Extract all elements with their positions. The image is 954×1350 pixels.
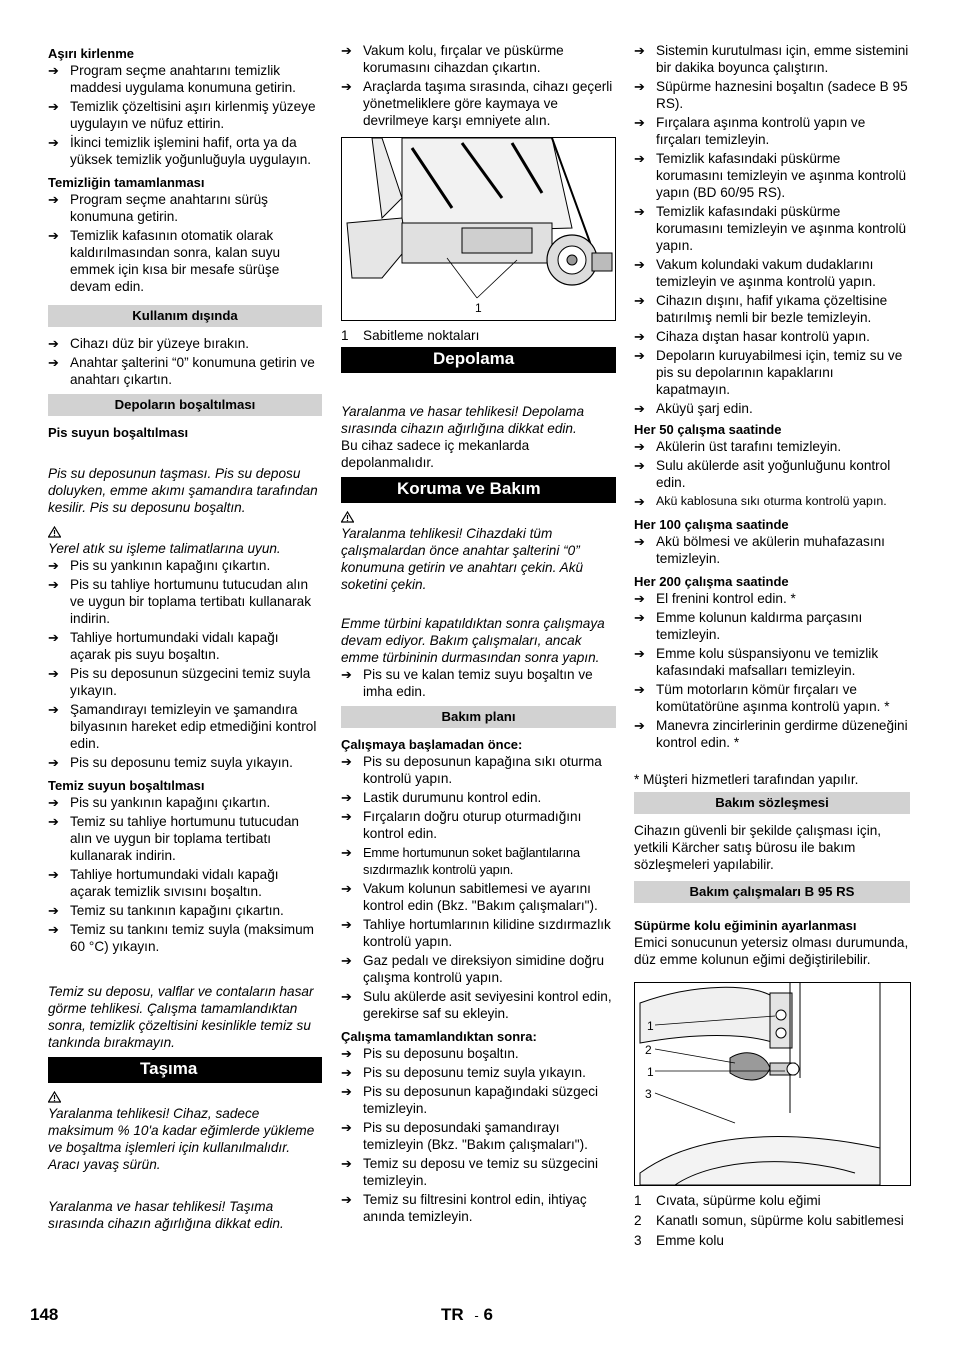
list-item: ➔ Emme kolunun kaldırma parçasını temizleyin.	[634, 610, 863, 642]
column-left	[48, 42, 322, 1232]
list-item: ➔ İkinci temizlik işlemini hafif, orta ya da yüksek temizlik yoğunluğuyla uygulayın.	[48, 135, 312, 167]
arrow-icon: ➔	[341, 1192, 352, 1207]
list-koruma	[341, 666, 616, 700]
list-item: ➔ Pis su deposundaki şamandırayı temizleyin (Bkz. "Bakım çalışmaları").	[341, 1120, 588, 1152]
list-item: ➔ Temiz su tahliye hortumunu tutucudan alın ve uygun bir toplama tertibatı kullanarak indirin.	[48, 814, 299, 863]
list-item: ➔ Pis su yankının kapağını çıkartın.	[48, 795, 271, 810]
list-item: ➔ Temizlik kafasındaki püskürme korumasını temizleyin ve aşınma kontrolü yapın (BD 60/95 RS).	[634, 151, 907, 200]
arrow-icon: ➔	[48, 558, 59, 573]
figure-caption	[634, 1212, 910, 1229]
bar-depolar: Depoların boşaltılması	[48, 394, 322, 416]
section-title-h50: Her 50 çalışma saatinde	[634, 422, 782, 437]
list-item: ➔ El frenini kontrol edin. *	[634, 591, 796, 606]
section-title-tamam: Temizliğin tamamlanması	[48, 175, 205, 190]
arrow-icon: ➔	[48, 867, 59, 882]
list-item: ➔ Temiz su filtresini kontrol edin, ihtiyaç anında temizleyin.	[341, 1192, 587, 1224]
list-item: ➔ Sistemin kurutulması için, emme sistemini bir dakika boyunca çalıştırın.	[634, 43, 909, 75]
lang-page: 6	[483, 1305, 493, 1324]
list-item: ➔ Pis su deposunu temiz suyla yıkayın.	[48, 755, 293, 770]
list-asiri	[48, 62, 322, 168]
list-item: ➔ Pis su tahliye hortumunu tutucudan alın ve uygun bir toplama tertibatı kullanarak indirin.	[48, 577, 312, 626]
arrow-icon: ➔	[48, 135, 59, 150]
warn-pis: Yerel atık su işleme talimatlarına uyun.	[48, 541, 281, 556]
arrow-icon: ➔	[634, 494, 645, 509]
arrow-icon: ➔	[341, 754, 352, 769]
section-title-h100: Her 100 çalışma saatinde	[634, 517, 789, 532]
caption-number: 1	[341, 328, 349, 343]
arrow-icon: ➔	[341, 917, 352, 932]
list-item: ➔ Depoların kuruyabilmesi için, temiz su ve pis su depolarının kapaklarını kapatmayın.	[634, 348, 903, 397]
arrow-icon: ➔	[48, 336, 59, 351]
warning-icon	[48, 526, 61, 538]
list-h50	[634, 438, 910, 510]
figure-fastening-points	[341, 137, 616, 321]
column-right	[634, 42, 910, 1252]
list-item: ➔ Pis su yankının kapağını çıkartın.	[48, 558, 271, 573]
figure-label: 1	[647, 1065, 654, 1079]
list-item: ➔ Akülerin üst tarafını temizleyin.	[634, 439, 842, 454]
arrow-icon: ➔	[48, 666, 59, 681]
arrow-icon: ➔	[341, 953, 352, 968]
figure-label: 2	[645, 1043, 652, 1057]
list-pis	[48, 557, 322, 771]
list-item: ➔ Akü kablosuna sıkı oturma kontrolü yapın.	[634, 494, 887, 509]
bar-tasima: Taşıma	[48, 1057, 322, 1083]
arrow-icon: ➔	[634, 151, 645, 166]
arrow-icon: ➔	[48, 99, 59, 114]
warning-icon	[48, 1091, 61, 1103]
list-sonra	[341, 1045, 616, 1225]
arrow-icon: ➔	[48, 814, 59, 829]
column-middle	[341, 42, 616, 1227]
arrow-icon: ➔	[634, 682, 645, 697]
arrow-icon: ➔	[48, 922, 59, 937]
bar-calismalar: Bakım çalışmaları B 95 RS	[634, 881, 910, 903]
list-kullanim	[48, 335, 322, 388]
arrow-icon: ➔	[48, 702, 59, 717]
list-tamam	[48, 191, 322, 295]
list-item: ➔ Pis su ve kalan temiz suyu boşaltın ve imha edin.	[341, 667, 593, 699]
list-item: ➔ Vakum kolunun sabitlemesi ve ayarını kontrol edin (Bkz. "Bakım çalışmaları").	[341, 881, 598, 913]
arrow-icon: ➔	[634, 591, 645, 606]
text-egim: Emici sonucunun yetersiz olması durumunda, düz emme kolunun eğimi değiştirilebilir.	[634, 935, 909, 967]
caption-number: 1	[634, 1193, 642, 1208]
note-pis: Pis su deposunun taşması. Pis su deposu doluyken, emme akımı şamandıra tarafından kesilir. Pis su deposunu boşaltın.	[48, 466, 318, 515]
figure-caption	[341, 327, 616, 344]
arrow-icon: ➔	[341, 79, 352, 94]
list-item: ➔ Pis su deposunun kapağındaki süzgeci temizleyin.	[341, 1084, 599, 1116]
section-title-once: Çalışmaya başlamadan önce:	[341, 737, 523, 752]
arrow-icon: ➔	[634, 43, 645, 58]
note-tasima: Yaralanma ve hasar tehlikesi! Taşıma sırasında cihazın ağırlığına dikkat edin.	[48, 1199, 284, 1231]
list-item: ➔ Fırçalara aşınma kontrolü yapın ve fırçaları temizleyin.	[634, 115, 866, 147]
arrow-icon: ➔	[48, 63, 59, 78]
section-title-h200: Her 200 çalışma saatinde	[634, 574, 789, 589]
arrow-icon: ➔	[48, 755, 59, 770]
list-item: ➔ Cihaza dıştan hasar kontrolü yapın.	[634, 329, 870, 344]
warn-koruma: Yaralanma tehlikesi! Cihazdaki tüm çalışmalardan önce anahtar şalterini “0” konumuna getirin ve anahtarı çekin. Akü soketini çekin.	[341, 526, 584, 592]
warn-tasima: Yaralanma tehlikesi! Cihaz, sadece maksimum % 10'a kadar eğimlerde yükleme ve boşaltma işlemleri için kullanılmalıdır. Aracı yavaş sürün.	[48, 1106, 315, 1172]
arrow-icon: ➔	[634, 79, 645, 94]
arrow-icon: ➔	[634, 348, 645, 363]
caption-text: Emme kolu	[656, 1233, 724, 1248]
arrow-icon: ➔	[634, 257, 645, 272]
list-item: ➔ Emme kolu süspansiyonu ve temizlik kafasındaki mafsalları temizleyin.	[634, 646, 879, 678]
list-item: ➔ Emme hortumunun soket bağlantılarına sızdırmazlık kontrolü yapın.	[341, 845, 580, 877]
list-item: ➔ Şamandırayı temizleyin ve şamandıra bilyasının hareket edip etmediğini kontrol edin.	[48, 702, 317, 751]
arrow-icon: ➔	[48, 903, 59, 918]
list-item: ➔ Temiz su tankını temiz suyla (maksimum 60 °C) yıkayın.	[48, 922, 314, 954]
list-item: ➔ Sulu akülerde asit seviyesini kontrol edin, gerekirse saf su ekleyin.	[341, 989, 612, 1021]
list-item: ➔ Sulu akülerde asit yoğunluğunu kontrol edin.	[634, 458, 891, 490]
figure-squeegee-tilt	[634, 982, 911, 1186]
section-title-temiz: Temiz suyun boşaltılması	[48, 778, 205, 793]
list-temiz	[48, 794, 322, 955]
arrow-icon: ➔	[341, 1046, 352, 1061]
list-tasima-cont	[341, 42, 616, 129]
arrow-icon: ➔	[634, 401, 645, 416]
list-item: ➔ Tahliye hortumundaki vidalı kapağı açarak pis suyu boşaltın.	[48, 630, 279, 662]
list-item: ➔ Program seçme anahtarını sürüş konumuna getirin.	[48, 192, 268, 224]
list-item: ➔ Süpürme haznesini boşaltın (sadece B 95 RS).	[634, 79, 908, 111]
list-item: ➔ Temiz su deposu ve temiz su süzgecini temizleyin.	[341, 1156, 598, 1188]
list-item: ➔ Pis su deposunun süzgecini temiz suyla yıkayın.	[48, 666, 311, 698]
arrow-icon: ➔	[634, 718, 645, 733]
list-item: ➔ Vakum kolundaki vakum dudaklarını temizleyin ve aşınma kontrolü yapın.	[634, 257, 876, 289]
section-title-asiri: Aşırı kirlenme	[48, 46, 134, 61]
footer-lang	[441, 1306, 493, 1324]
caption-number: 2	[634, 1213, 642, 1228]
list-item: ➔ Akü bölmesi ve akülerin muhafazasını temizleyin.	[634, 534, 885, 566]
list-item: ➔ Vakum kolu, fırçalar ve püskürme korumasını cihazdan çıkartın.	[341, 43, 564, 75]
list-item: ➔ Tüm motorların kömür fırçaları ve komütatörüne aşınma kontrolü yapın. *	[634, 682, 890, 714]
arrow-icon: ➔	[634, 458, 645, 473]
list-h200	[634, 590, 910, 751]
arrow-icon: ➔	[634, 329, 645, 344]
list-item: ➔ Temizlik kafasının otomatik olarak kaldırılmasından sonra, kalan suyu emmek için kısa bir mesafe sürüşe devam edin.	[48, 228, 281, 294]
figure-caption	[634, 1192, 910, 1209]
arrow-icon: ➔	[634, 293, 645, 308]
page-number: 148	[30, 1305, 59, 1324]
bar-koruma: Koruma ve Bakım	[341, 477, 616, 503]
list-item: ➔ Manevra zincirlerinin gerdirme düzeneğini kontrol edin. *	[634, 718, 908, 750]
caption-number: 3	[634, 1233, 642, 1248]
arrow-icon: ➔	[48, 795, 59, 810]
list-item: ➔ Tahliye hortumundaki vidalı kapağı açarak temizlik sıvısını boşaltın.	[48, 867, 279, 899]
list-item: ➔ Cihazın dışını, hafif yıkama çözeltisine batırılmış nemli bir bezle temizleyin.	[634, 293, 888, 325]
arrow-icon: ➔	[48, 192, 59, 207]
arrow-icon: ➔	[634, 534, 645, 549]
list-sonra-cont	[634, 42, 910, 417]
arrow-icon: ➔	[341, 989, 352, 1004]
arrow-icon: ➔	[634, 610, 645, 625]
machine-side-illustration	[342, 138, 615, 320]
arrow-icon: ➔	[341, 43, 352, 58]
list-once	[341, 753, 616, 1022]
note-temiz: Temiz su deposu, valflar ve contaların hasar görme tehlikesi. Çalışma tamamlandıktan sonra, temizlik çözeltisini kesinlikle temiz su tankında bırakmayın.	[48, 984, 314, 1050]
list-item: ➔ Araçlarda taşıma sırasında, cihazı geçerli yönetmeliklere göre kaymaya ve devrilmeye karşı emniyete alın.	[341, 79, 613, 128]
list-item: ➔ Anahtar şalterini “0” konumuna getirin ve anahtarı çıkartın.	[48, 355, 315, 387]
arrow-icon: ➔	[341, 1120, 352, 1135]
list-item: ➔ Tahliye hortumlarının kilidine sızdırmazlık kontrolü yapın.	[341, 917, 611, 949]
caption-text: Sabitleme noktaları	[363, 328, 480, 343]
note-koruma: Emme türbini kapatıldıktan sonra çalışmaya devam ediyor. Bakım çalışmaları, ancak emme türbininin durmasından sonra yapın.	[341, 616, 605, 665]
arrow-icon: ➔	[341, 667, 352, 682]
warning-icon	[341, 511, 354, 523]
list-item: ➔ Program seçme anahtarını temizlik maddesi uygulama konumuna getirin.	[48, 63, 296, 95]
arrow-icon: ➔	[634, 439, 645, 454]
arrow-icon: ➔	[341, 845, 352, 860]
arrow-icon: ➔	[48, 630, 59, 645]
arrow-icon: ➔	[341, 881, 352, 896]
lang-separator: -	[474, 1308, 479, 1323]
list-item: ➔ Lastik durumunu kontrol edin.	[341, 790, 542, 805]
section-title-sonra: Çalışma tamamlandıktan sonra:	[341, 1029, 537, 1044]
figure-label: 3	[645, 1087, 652, 1101]
note-depolama: Yaralanma ve hasar tehlikesi! Depolama sırasında cihazın ağırlığına dikkat edin.	[341, 404, 585, 436]
section-title-egim: Süpürme kolu eğiminin ayarlanması	[634, 918, 857, 933]
bar-depolama: Depolama	[341, 347, 616, 373]
list-item: ➔ Pis su deposunu boşaltın.	[341, 1046, 519, 1061]
bar-kullanim: Kullanım dışında	[48, 305, 322, 327]
text-depolama: Bu cihaz sadece iç mekanlarda depolanmalıdır.	[341, 438, 530, 470]
list-item: ➔ Cihazı düz bir yüzeye bırakın.	[48, 336, 250, 351]
figure-label: 1	[475, 301, 482, 315]
arrow-icon: ➔	[48, 577, 59, 592]
arrow-icon: ➔	[634, 646, 645, 661]
list-item: ➔ Aküyü şarj edin.	[634, 401, 753, 416]
arrow-icon: ➔	[48, 228, 59, 243]
lang-code: TR	[441, 1305, 464, 1324]
bar-sozlesme: Bakım sözleşmesi	[634, 792, 910, 814]
arrow-icon: ➔	[341, 809, 352, 824]
caption-text: Kanatlı somun, süpürme kolu sabitlemesi	[656, 1213, 904, 1228]
arrow-icon: ➔	[634, 204, 645, 219]
list-item: ➔ Pis su deposunu temiz suyla yıkayın.	[341, 1065, 586, 1080]
footnote: * Müşteri hizmetleri tarafından yapılır.	[634, 772, 859, 787]
list-item: ➔ Fırçaların doğru oturup oturmadığını kontrol edin.	[341, 809, 582, 841]
list-item: ➔ Gaz pedalı ve direksiyon simidine doğru çalışma kontrolü yapın.	[341, 953, 605, 985]
arrow-icon: ➔	[48, 355, 59, 370]
bar-bakim-plani: Bakım planı	[341, 706, 616, 728]
arrow-icon: ➔	[341, 1065, 352, 1080]
section-title-pis: Pis suyun boşaltılması	[48, 425, 189, 440]
caption-text: Cıvata, süpürme kolu eğimi	[656, 1193, 821, 1208]
squeegee-detail-illustration	[635, 983, 910, 1185]
list-h100	[634, 533, 910, 567]
list-item: ➔ Temizlik çözeltisini aşırı kirlenmiş yüzeye uygulayın ve nüfuz ettirin.	[48, 99, 316, 131]
arrow-icon: ➔	[341, 1084, 352, 1099]
figure-label: 1	[647, 1019, 654, 1033]
figure-caption	[634, 1232, 910, 1249]
arrow-icon: ➔	[341, 790, 352, 805]
list-item: ➔ Temizlik kafasındaki püskürme korumasını temizleyin ve aşınma kontrolü yapın.	[634, 204, 907, 253]
text-sozlesme: Cihazın güvenli bir şekilde çalışması için, yetkili Kärcher satış bürosu ile bakım sözleşmeleri yapılabilir.	[634, 823, 882, 872]
arrow-icon: ➔	[341, 1156, 352, 1171]
arrow-icon: ➔	[634, 115, 645, 130]
list-item: ➔ Temiz su tankının kapağını çıkartın.	[48, 903, 284, 918]
list-item: ➔ Pis su deposunun kapağına sıkı oturma kontrolü yapın.	[341, 754, 602, 786]
